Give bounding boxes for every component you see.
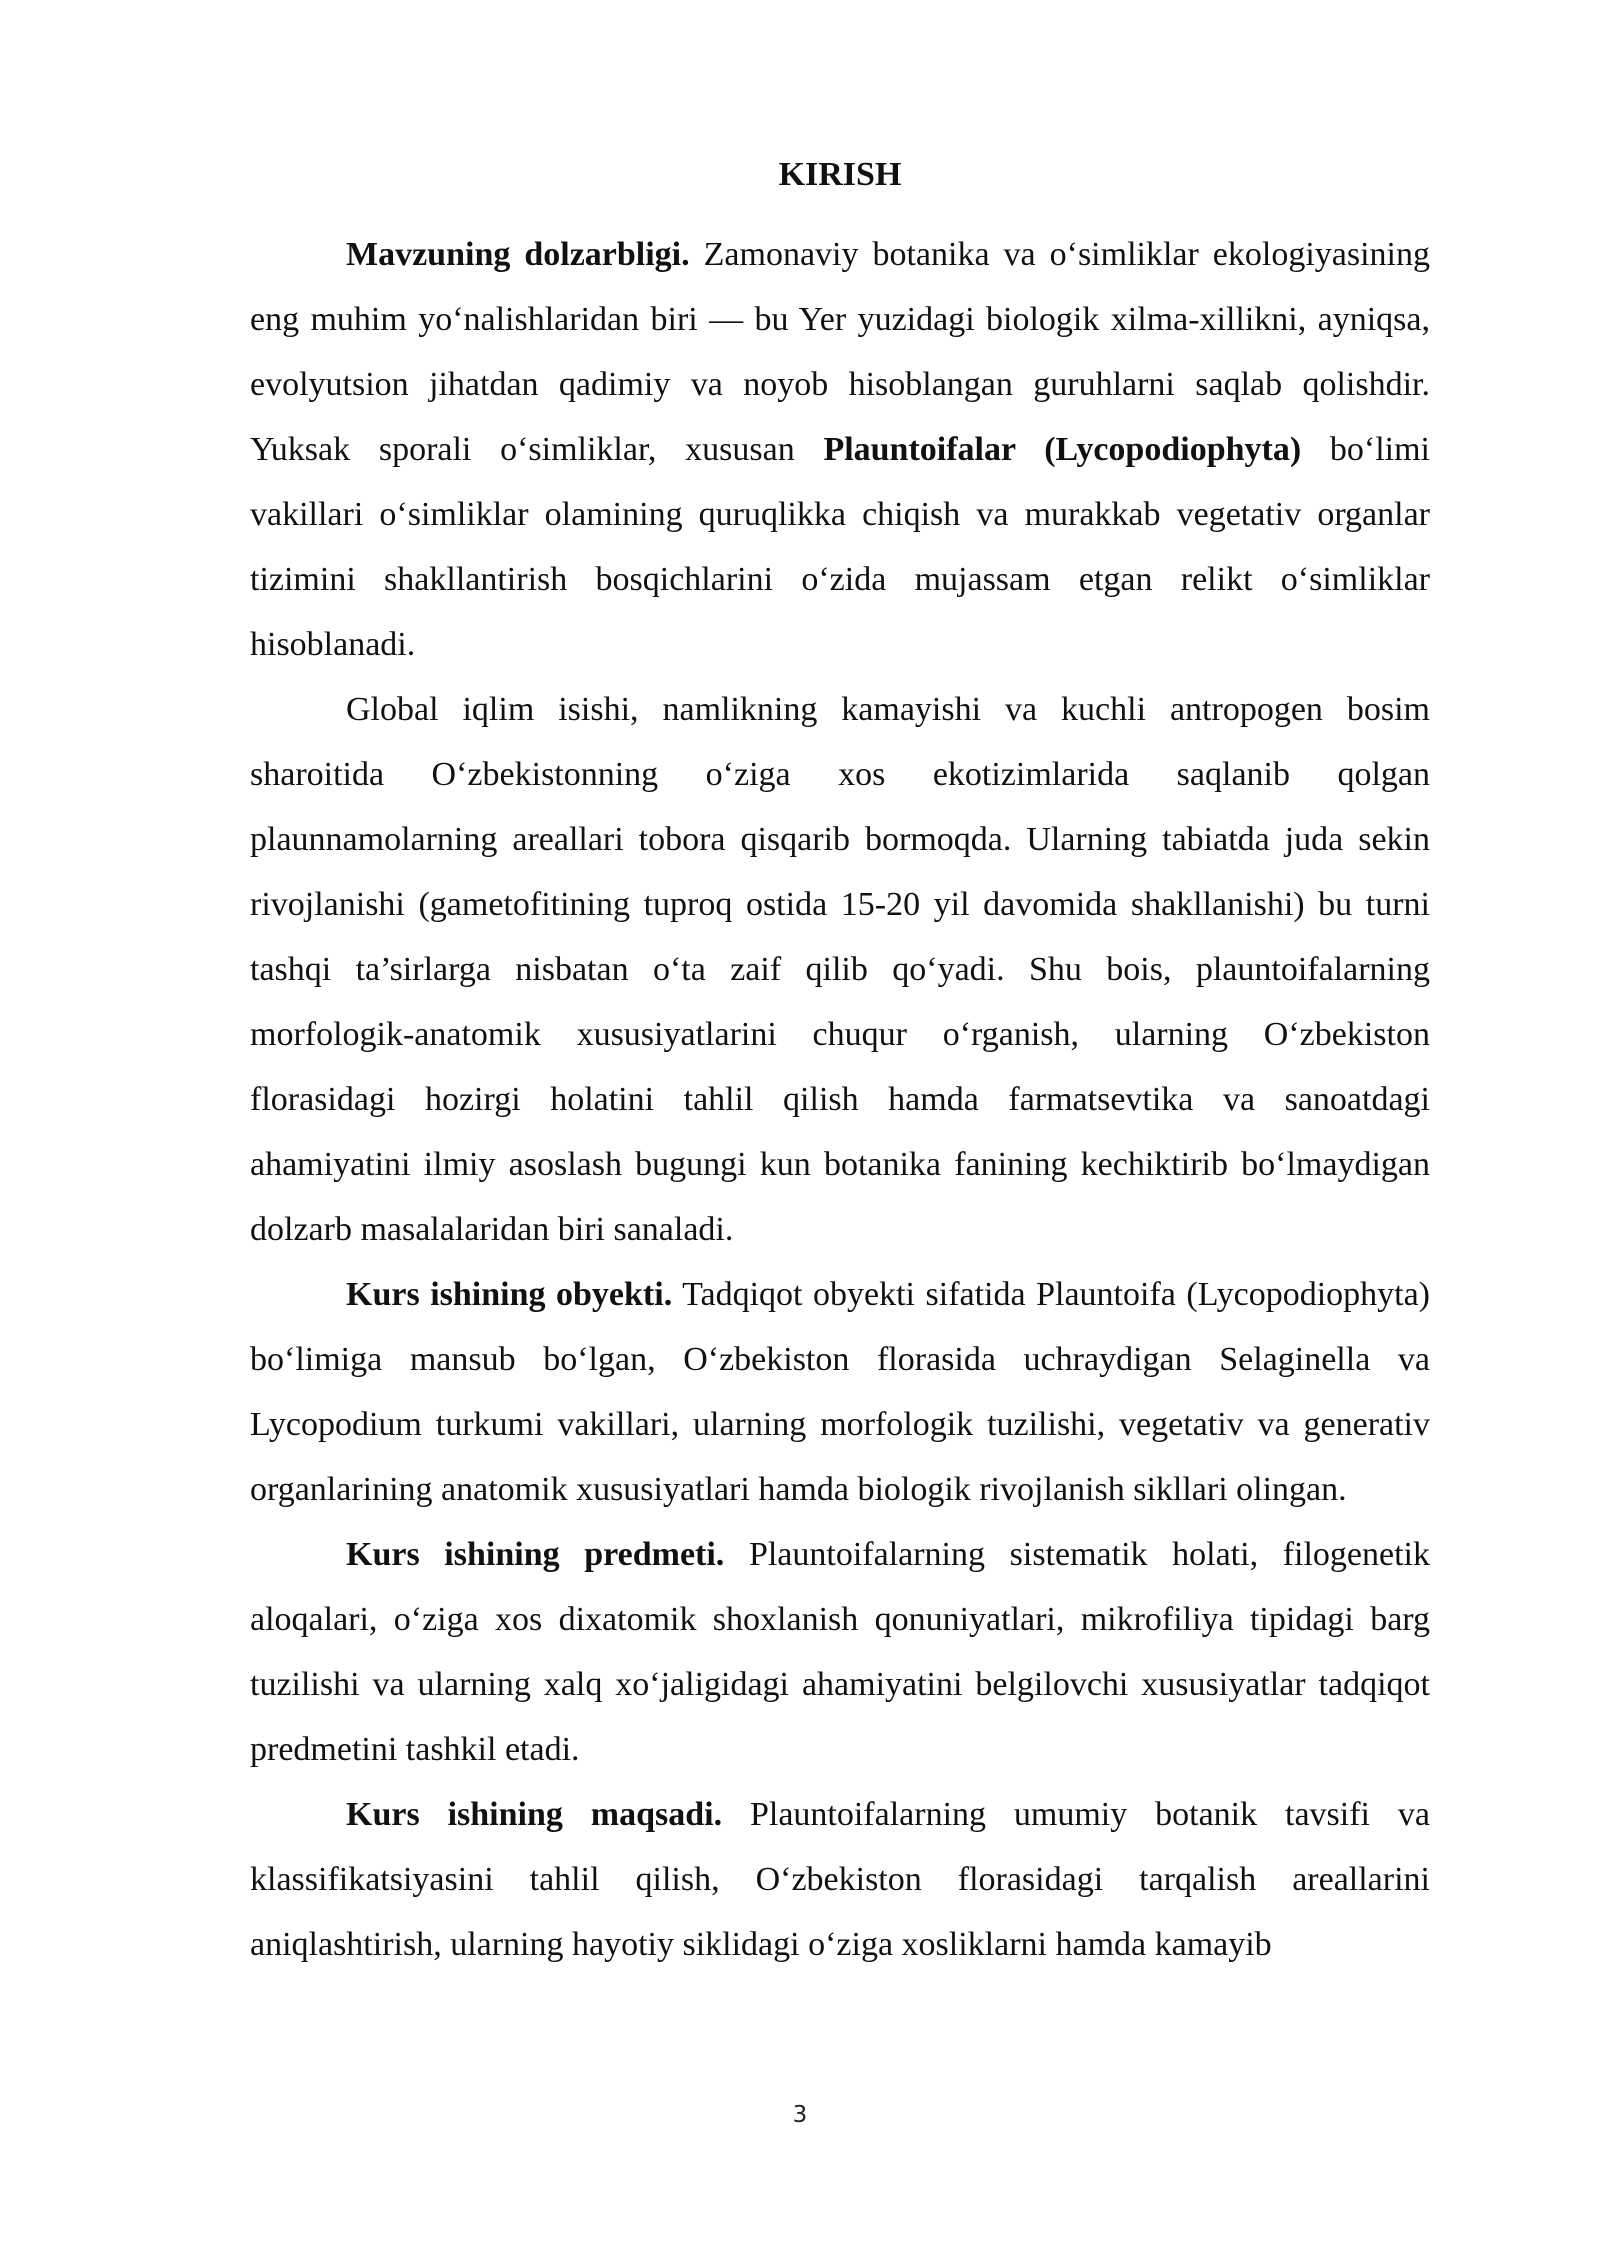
paragraph-goal	[250, 1782, 1430, 1977]
paragraph-text: Plauntoifalarning umumiy botanik tavsifi va klassifikatsiyasini tahlil qilish, Oʻzbekiston florasidagi tarqalish areallarini aniqlashtirish, ularning hayotiy siklidagi oʻziga xosliklarni hamda kamayib	[250, 1796, 1430, 1963]
paragraph-relevance	[250, 222, 1430, 677]
paragraph-object	[250, 1262, 1430, 1522]
paragraph-heading: Mavzuning dolzarbligi.	[346, 236, 690, 273]
page-title: KIRISH	[778, 156, 902, 193]
paragraph-text: Tadqiqot obyekti sifatida Plauntoifa (Lycopodiophyta) boʻlimiga mansub boʻlgan, Oʻzbekiston florasida uchraydigan Selaginella va Lycopodium turkumi vakillari, ularning morfologik tuzilishi, vegetativ va generativ organlarining anatomik xususiyatlari hamda biologik rivojlanish sikllari olingan.	[250, 1276, 1430, 1508]
paragraph-heading: Kurs ishining obyekti.	[346, 1276, 673, 1313]
paragraph-heading: Kurs ishining predmeti.	[346, 1536, 725, 1573]
paragraph-text: Plauntoifalarning sistematik holati, filogenetik aloqalari, oʻziga xos dixatomik shoxlanish qonuniyatlari, mikrofiliya tipidagi barg tuzilishi va ularning xalq xoʻjaligidagi ahamiyatini belgilovchi xususiyatlar tadqiqot predmetini tashkil etadi.	[250, 1536, 1430, 1768]
paragraph-text: boʻlimi vakillari oʻsimliklar olamining quruqlikka chiqish va murakkab vegetativ organlar tizimini shakllantirish bosqichlarini oʻzida mujassam etgan relikt oʻsimliklar hisoblanadi.	[250, 431, 1430, 663]
paragraph-climate	[250, 677, 1430, 1262]
paragraph-heading: Kurs ishining maqsadi.	[346, 1796, 723, 1833]
emphasis-text: Plauntoifalar (Lycopodiophyta)	[823, 431, 1302, 468]
paragraph-text: Zamonaviy botanika va oʻsimliklar ekologiyasining eng muhim yoʻnalishlaridan biri — bu Yer yuzidagi biologik xilma-xillikni, ayniqsa, evolyutsion jihatdan qadimiy va noyob hisoblangan guruhlarni saqlab qolishdir. Yuksak sporali oʻsimliklar, xususan	[250, 236, 1431, 468]
paragraph-text: Global iqlim isishi, namlikning kamayishi va kuchli antropogen bosim sharoitida Oʻzbekistonning oʻziga xos ekotizimlarida saqlanib qolgan plaunnamolarning areallari tobora qisqarib bormoqda. Ularning tabiatda juda sekin rivojlanishi (gametofitining tuproq ostida 15-20 yil davomida shakllanishi) bu turni tashqi ta’sirlarga nisbatan oʻta zaif qilib qoʻyadi. Shu bois, plauntoifalarning morfologik-anatomik xususiyatlarini chuqur oʻrganish, ularning Oʻzbekiston florasidagi hozirgi holatini tahlil qilish hamda farmatsevtika va sanoatdagi ahamiyatini ilmiy asoslash bugungi kun botanika fanining kechiktirib boʻlmaydigan dolzarb masalalaridan biri sanaladi.	[250, 691, 1430, 1248]
paragraph-subject	[250, 1522, 1430, 1782]
page-body	[250, 150, 1430, 1977]
page-number: 3	[792, 2102, 808, 2128]
